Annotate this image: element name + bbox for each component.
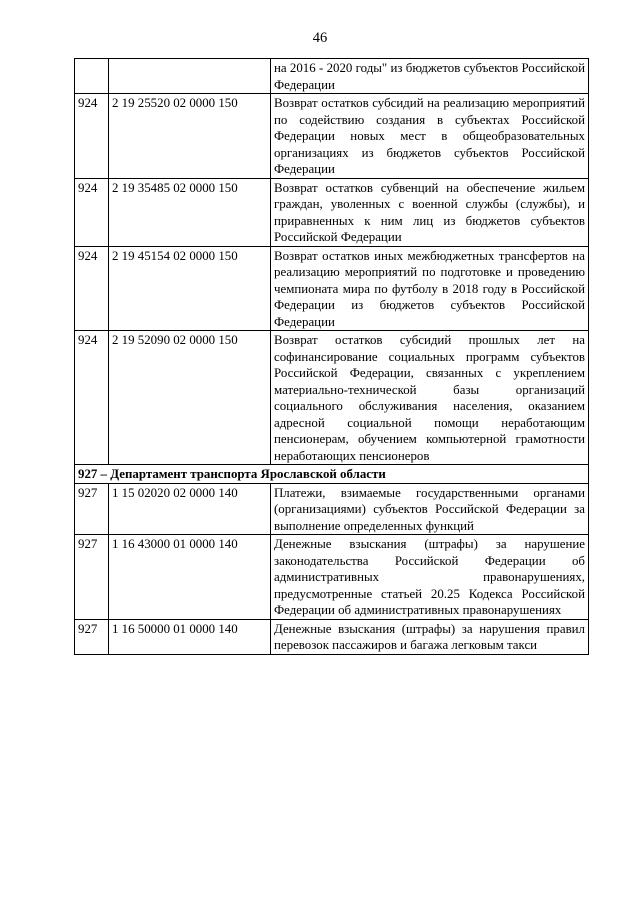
description-cell: Платежи, взимаемые государственными органами (организациями) субъектов Российской Федерации за выполнение определенных функций [271,483,589,535]
table-row [75,331,589,465]
budget-code-cell: 2 19 35485 02 0000 150 [109,178,271,246]
admin-code-cell: 927 [75,483,109,535]
admin-code-cell: 924 [75,94,109,179]
admin-code-cell: 924 [75,246,109,331]
table-row [75,178,589,246]
admin-code-cell: 927 [75,535,109,620]
admin-code-cell [75,59,109,94]
description-cell: на 2016 - 2020 годы" из бюджетов субъектов Российской Федерации [271,59,589,94]
table-row [75,535,589,620]
description-cell: Денежные взыскания (штрафы) за нарушение законодательства Российской Федерации об административных правонарушениях, предусмотренные статьей 20.25 Кодекса Российской Федерации об административных правонарушениях [271,535,589,620]
description-cell: Денежные взыскания (штрафы) за нарушения правил перевозок пассажиров и багажа легковым такси [271,619,589,654]
page-number: 46 [312,30,328,46]
budget-code-cell: 1 15 02020 02 0000 140 [109,483,271,535]
description-cell: Возврат остатков субвенций на обеспечение жильем граждан, уволенных с военной службы (службы), и приравненных к ним лиц из бюджетов субъектов Российской Федерации [271,178,589,246]
table-row [75,59,589,94]
table-row [75,483,589,535]
description-cell: Возврат остатков иных межбюджетных трансфертов на реализацию мероприятий по подготовке и проведению чемпионата мира по футболу в 2018 году в Российской Федерации из бюджетов субъектов Российской Федерации [271,246,589,331]
description-cell: Возврат остатков субсидий на реализацию мероприятий по содействию создания в субъектах Российской Федерации новых мест в общеобразовательных организациях из бюджетов субъектов Российской Федерации [271,94,589,179]
budget-code-cell: 2 19 52090 02 0000 150 [109,331,271,465]
budget-code-cell: 2 19 25520 02 0000 150 [109,94,271,179]
description-cell: Возврат остатков субсидий прошлых лет на софинансирование социальных программ субъектов Российской Федерации, связанных с укреплением материально-технической базы организаций социального обслуживания населения, оказанием адресной социальной помощи неработающим пенсионерам, обучением компьютерной грамотности неработающих пенсионеров [271,331,589,465]
budget-codes-table [74,58,589,655]
budget-code-cell: 1 16 50000 01 0000 140 [109,619,271,654]
table-row [75,94,589,179]
admin-code-cell: 924 [75,331,109,465]
budget-code-cell: 2 19 45154 02 0000 150 [109,246,271,331]
section-header: 927 – Департамент транспорта Ярославской области [75,465,589,484]
table-row [75,246,589,331]
admin-code-cell: 927 [75,619,109,654]
budget-code-cell: 1 16 43000 01 0000 140 [109,535,271,620]
table-row [75,619,589,654]
admin-code-cell: 924 [75,178,109,246]
budget-code-cell [109,59,271,94]
section-header-row [75,465,589,484]
